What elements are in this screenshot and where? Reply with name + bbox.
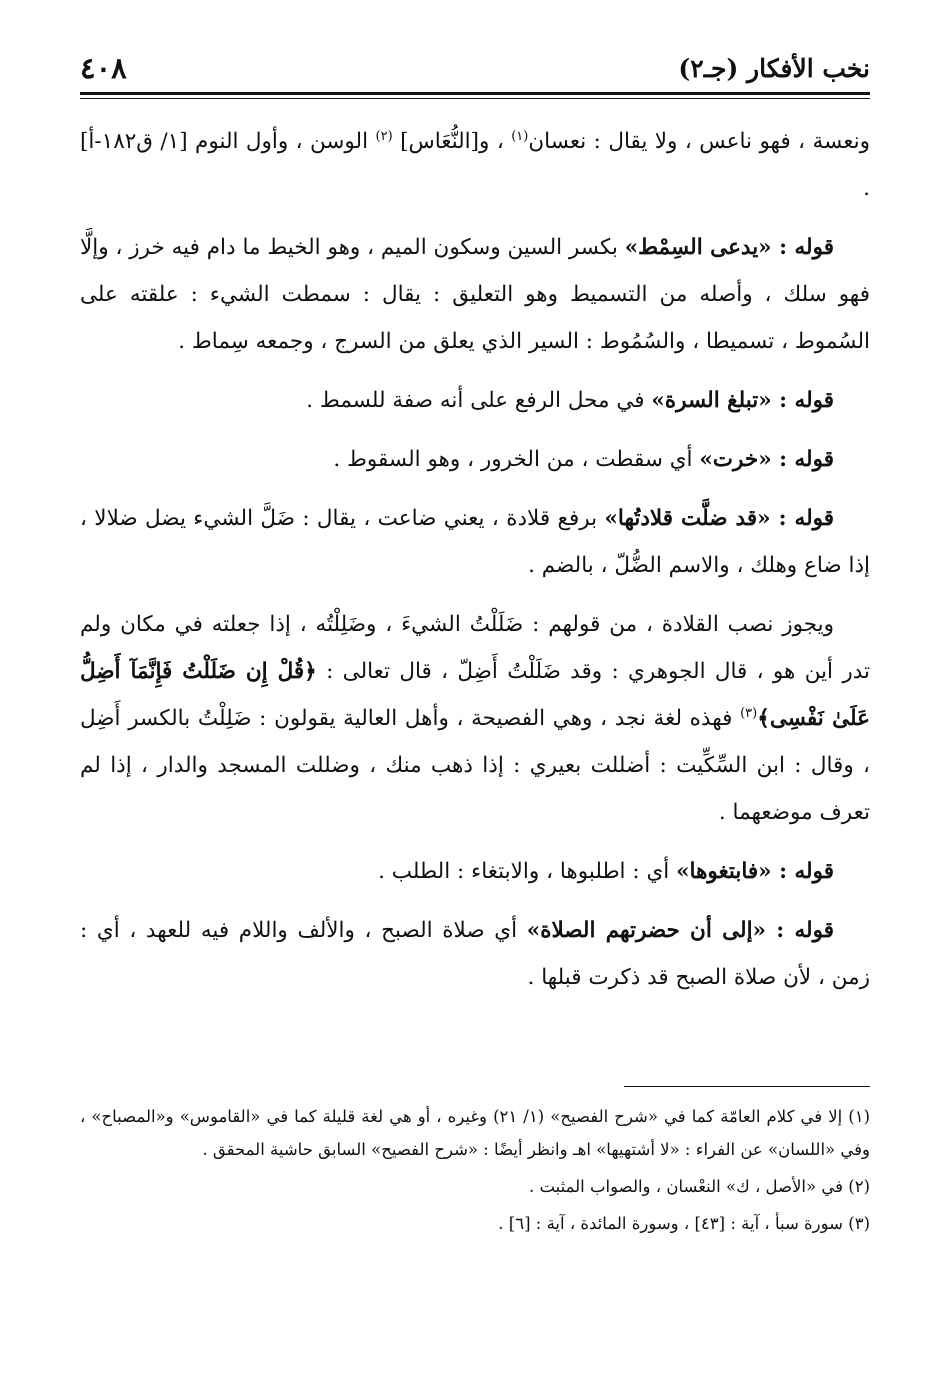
lemma: قوله : «إلى أن حضرتهم الصلاة»: [526, 918, 834, 943]
footnote-ref-2[interactable]: (٢): [375, 128, 393, 144]
footnote-3: (٣) سورة سبأ ، آية : [٤٣] ، وسورة المائدة ، آية : [٦] .: [498, 1214, 870, 1233]
quran-verse: ﴿قُلْ إِن ضَلَلْتُ فَإِنَّمَآ أَضِلُّ عَلَىٰ نَفْسِى﴾: [80, 659, 870, 731]
paragraph-3: قوله : «تبلغ السرة» في محل الرفع على أنه صفة للسمط .: [306, 388, 834, 413]
paragraph-7: قوله : «فابتغوها» أي : اطلبوها ، والابتغاء : الطلب .: [378, 859, 834, 884]
paragraph-1: ونعسة ، فهو ناعس ، ولا يقال : نعسان$^{(١)}$ ، و[النُّعَاس] $^{(٢)}$ الوسن ، وأول النوم [١/ ق١٨٢-أ] .: [80, 128, 870, 201]
lemma: قوله : «قد ضلَّت قلادتُها»: [604, 506, 834, 531]
lemma: قوله : «فابتغوها»: [676, 859, 834, 884]
running-title: نخب الأفكار (جـ٢): [678, 53, 870, 83]
paragraph-8: قوله : «إلى أن حضرتهم الصلاة» أي صلاة الصبح ، والألف واللام فيه للعهد ، أي : زمن ، لأن صلاة الصبح قد ذكرت قبلها .: [80, 918, 870, 990]
paragraph-6: ويجوز نصب القلادة ، من قولهم : ضَلَلْتُ الشيءَ ، وضَلِلْتُه ، إذا جعلته في مكان ولم تدر أين هو ، قال الجوهري : وقد ضَلَلْتُ أَضِلّ ، قال تعالى : ﴿قُلْ إِن ضَلَلْتُ فَإِنَّمَآ أَضِلُّ عَلَىٰ نَفْسِى﴾$^{(٣)}$ فهذه لغة نجد ، وهي الفصيحة ، وأهل العالية يقولون : ضَلِلْتُ بالكسر أَضِل ، وقال : ابن السِّكِّيت : أضللت بعيري : إذا ذهب منك ، وضللت المسجد والدار ، إذا لم تعرف موضعهما .: [80, 612, 870, 825]
paragraph-5: قوله : «قد ضلَّت قلادتُها» برفع قلادة ، يعني ضاعت ، يقال : ضَلَّ الشيء يضل ضلالا ، إذا ضاع وهلك ، والاسم الضُّلّ ، بالضم .: [80, 506, 870, 578]
header-rule: [80, 92, 870, 99]
footnote-ref-3[interactable]: (٣): [740, 705, 758, 721]
paragraph-2: قوله : «يدعى السِمْط» بكسر السين وسكون الميم ، وهو الخيط ما دام فيه خرز ، وإلَّا فهو سلك ، وأصله من التسميط وهو التعليق : يقال : سمطت الشيء : علقته على السُموط ، تسميطا ، والسُمُوط : السير الذي يعلق من السرج ، وجمعه سِماط .: [80, 235, 870, 354]
paragraph-4: قوله : «خرت» أي سقطت ، من الخرور ، وهو السقوط .: [333, 447, 834, 472]
lemma: قوله : «تبلغ السرة»: [651, 388, 834, 413]
book-page: [80, 48, 870, 1348]
footnote-1: (١) إلا في كلام العامّة كما في «شرح الفصيح» (١/ ٢١) وغيره ، أو هي لغة قليلة كما في «القاموس» و«المصباح» ، وفي «اللسان» عن الفراء : «لا أشتهيها» اهـ وانظر أيضًا : «شرح الفصيح» السابق حاشية المحقق .: [80, 1107, 870, 1159]
lemma: قوله : «خرت»: [699, 447, 834, 472]
footnote-ref-1[interactable]: (١): [511, 128, 529, 144]
main-text: [80, 118, 870, 1013]
footnote-2: (٢) في «الأصل ، ك» النعْسان ، والصواب المثبت .: [528, 1177, 870, 1196]
page-header: [80, 48, 870, 88]
lemma: قوله : «يدعى السِمْط»: [624, 235, 834, 260]
page-number: ٤٠٨: [80, 51, 127, 85]
footnote-rule: [624, 1086, 870, 1087]
footnotes: [80, 1100, 870, 1244]
